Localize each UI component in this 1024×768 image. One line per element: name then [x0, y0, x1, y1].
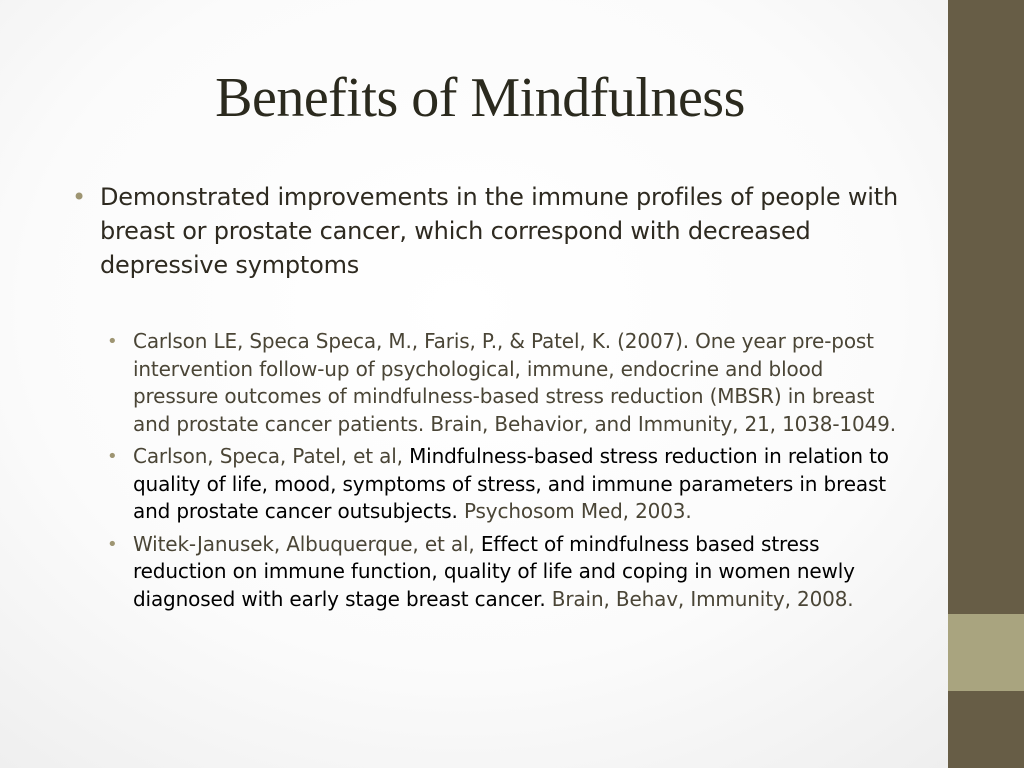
reference-authors: Witek-Janusek, Albuquerque, et al,: [133, 531, 481, 556]
reference-item: [104, 443, 900, 526]
bullet-dot-icon: •: [107, 446, 118, 467]
reference-journal: Brain, Behav, Immunity, 2008.: [545, 586, 854, 611]
reference-item: [104, 531, 900, 614]
reference-item: [104, 328, 900, 438]
reference-title: Mindfulness-based stress reduction in relation to quality of life, mood, symptoms of stress, and immune parameters in breast and prostate cancer outsubjects.: [133, 444, 889, 523]
reference-title: Effect of mindfulness based stress reduction on immune function, quality of life and coping in women newly diagnosed with early stage breast cancer.: [133, 531, 855, 611]
reference-journal: Psychosom Med, 2003.: [457, 499, 692, 523]
reference-list: [70, 328, 900, 613]
slide-title: Benefits of Mindfulness: [215, 67, 745, 129]
bullet-dot-icon: •: [107, 533, 118, 555]
main-bullet: [70, 180, 900, 282]
reference-citation: Carlson LE, Speca Speca, M., Faris, P., & Patel, K. (2007). One year pre-post intervention follow-up of psychological, immune, endocrine and blood pressure outcomes of mindfulness-based stress reduction (MBSR) in breast and prostate cancer patients. Brain, Behavior, and Immunity, 21, 1038-1049.: [133, 329, 896, 436]
bullet-dot-icon: •: [107, 331, 118, 352]
main-bullet-text: Demonstrated improvements in the immune profiles of people with breast or prostate cancer, which correspond with decreased depressive symptoms: [100, 183, 898, 279]
bullet-dot-icon: •: [72, 183, 86, 211]
slide-content: [70, 180, 900, 618]
side-decoration-accent: [948, 614, 1024, 691]
reference-authors: Carlson, Speca, Patel, et al,: [133, 444, 410, 468]
